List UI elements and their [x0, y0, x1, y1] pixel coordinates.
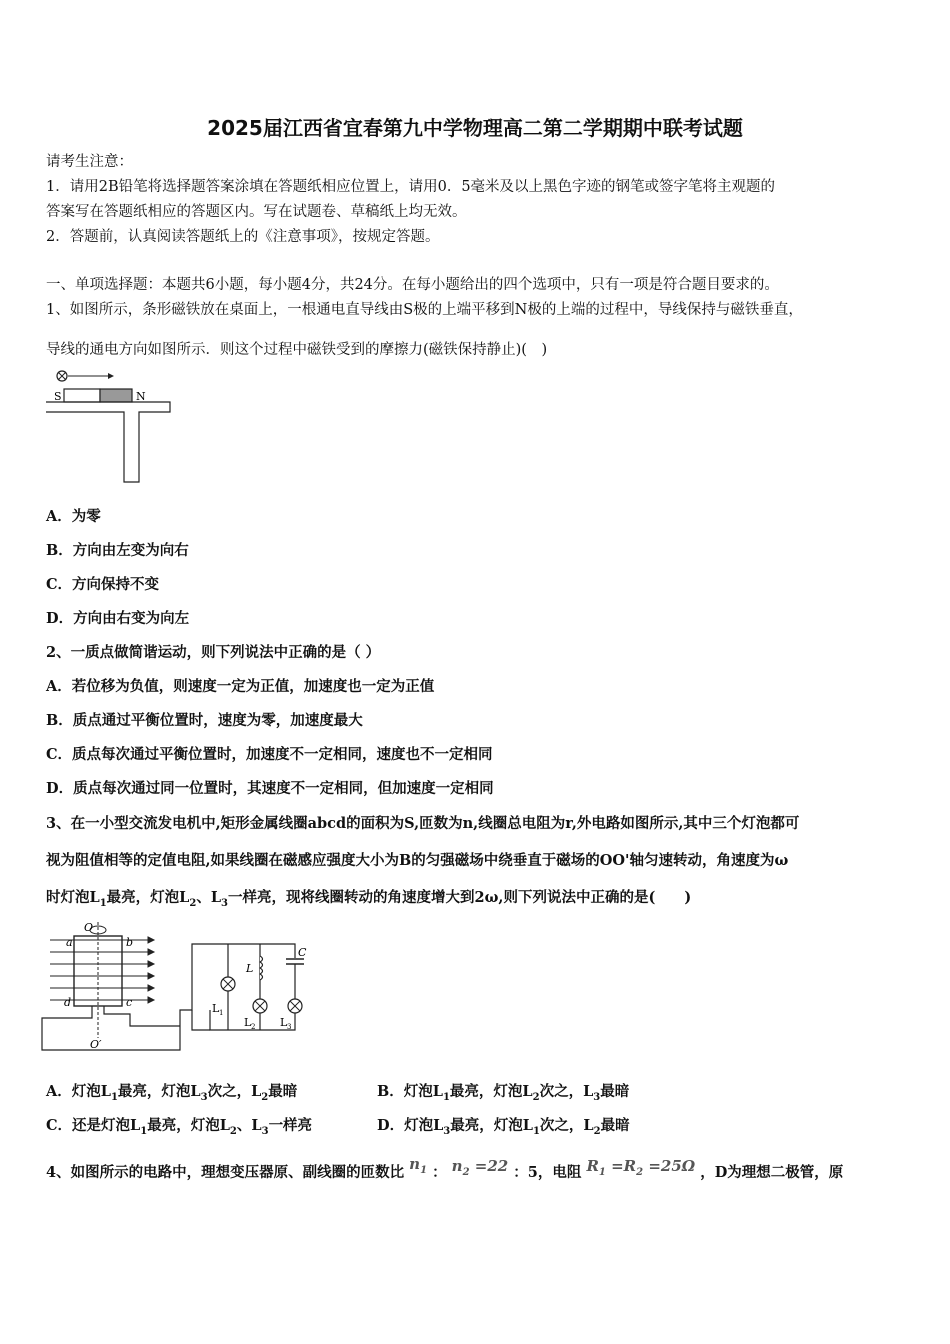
q2-option-c[interactable]: C．质点每次通过平衡位置时，加速度不一定相同，速度也不一定相同 — [46, 746, 493, 763]
magnet-n-pole — [100, 389, 132, 402]
notice-line-3: 2．答题前，认真阅读答题纸上的《注意事项》，按规定答题。 — [46, 229, 440, 245]
q2-option-b[interactable]: B．质点通过平衡位置时，速度为零，加速度最大 — [46, 712, 363, 729]
notice-line-1: 1．请用2B铅笔将选择题答案涂填在答题纸相应位置上，请用0．5毫米及以上黑色字迹的钢笔或签字笔将主观题的 — [46, 179, 776, 195]
q3-option-b[interactable]: B．灯泡$L_1$最亮，灯泡$L_2$次之，$L_3$最暗 — [377, 1083, 630, 1103]
q2-stem: 2、一质点做简谐运动，则下列说法中正确的是（ ） — [46, 644, 381, 661]
q1-option-d[interactable]: D．方向由右变为向左 — [46, 610, 190, 627]
svg-text:C: C — [298, 946, 307, 959]
svg-text:L: L — [244, 1016, 252, 1029]
q3-stem-line-2: 视为阻值相等的定值电阻,如果线圈在磁感应强度大小为B的匀强磁场中绕垂直于磁场的OO'轴匀速转动，角速度为ω — [46, 852, 789, 869]
q1-option-a[interactable]: A．为零 — [46, 508, 101, 525]
q1-stem-line-1: 1、如图所示，条形磁铁放在桌面上，一根通电直导线由S极的上端平移到N极的上端的过程中，导线保持与磁铁垂直， — [46, 302, 803, 318]
coil-abcd — [74, 936, 122, 1006]
table-shape — [46, 402, 170, 482]
q4-stem: 4、如图所示的电路中，理想变压器原、副线圈的匝数比 $n_1$ ： $n_2 =22$ ：5，电阻 $R_1 =R_2 =25\Omega$ ，D为理想二极管，原 — [46, 1155, 844, 1181]
svg-text:L: L — [212, 1002, 220, 1015]
s-label: S — [54, 390, 62, 403]
svg-text:3: 3 — [287, 1023, 292, 1031]
magnet-s-pole — [64, 389, 100, 402]
svg-text:O′: O′ — [90, 1038, 102, 1051]
inductor-icon — [260, 956, 263, 980]
notice-line-2: 答案写在答题纸相应的答题区内。写在试题卷、草稿纸上均无效。 — [46, 204, 467, 220]
svg-text:1: 1 — [219, 1009, 224, 1017]
q1-option-b[interactable]: B．方向由左变为向右 — [46, 542, 189, 559]
q3-option-a[interactable]: A．灯泡$L_1$最亮，灯泡$L_3$次之，$L_2$最暗 — [46, 1083, 298, 1103]
q3-stem-line-1: 3、在一小型交流发电机中,矩形金属线圈abcd的面积为S,匝数为n,线圈总电阻为r,外电路如图所示,其中三个灯泡都可 — [46, 815, 800, 832]
svg-text:c: c — [126, 996, 133, 1009]
svg-text:b: b — [126, 936, 134, 949]
q2-option-a[interactable]: A．若位移为负值，则速度一定为正值，加速度也一定为正值 — [46, 678, 435, 695]
q1-magnet-figure — [44, 366, 174, 486]
q3-option-c[interactable]: C．还是灯泡$L_1$最亮，灯泡$L_2$、$L_3$一样亮 — [46, 1117, 313, 1137]
svg-text:O: O — [84, 921, 94, 934]
svg-text:L: L — [280, 1016, 288, 1029]
q2-option-d[interactable]: D．质点每次通过同一位置时，其速度不一定相同，但加速度一定相同 — [46, 780, 494, 797]
resistor-values: $R_1 =R_2 =25\Omega$ — [586, 1157, 696, 1178]
svg-text:L: L — [246, 962, 254, 975]
section-heading: 一、单项选择题：本题共6小题，每小题4分，共24分。在每小题给出的四个选项中，只有一项是符合题目要求的。 — [46, 277, 779, 293]
q1-stem-line-2: 导线的通电方向如图所示．则这个过程中磁铁受到的摩擦力(磁铁保持静止)( ) — [46, 342, 548, 358]
svg-text:a: a — [66, 936, 73, 949]
notice-heading: 请考生注意： — [46, 154, 133, 170]
svg-text:d: d — [64, 996, 72, 1009]
q1-option-c[interactable]: C．方向保持不变 — [46, 576, 160, 593]
ratio-n2: $n_2 =22$ — [451, 1157, 509, 1178]
n-label: N — [136, 390, 146, 403]
q3-generator-circuit-figure — [40, 918, 320, 1054]
svg-text:2: 2 — [251, 1023, 256, 1031]
q3-option-d[interactable]: D．灯泡$L_3$最亮，灯泡$L_1$次之，$L_2$最暗 — [377, 1117, 630, 1137]
ratio-n1: $n_1$ — [409, 1155, 428, 1176]
page-title: 2025届江西省宜春第九中学物理高二第二学期期中联考试题 — [207, 116, 743, 140]
circuit-wires — [42, 944, 295, 1050]
q3-stem-line-3: 时灯泡$L_1$最亮，灯泡$L_2$、$L_3$一样亮，现将线圈转动的角速度增大到2ω,则下列说法中正确的是( ) — [46, 889, 692, 909]
